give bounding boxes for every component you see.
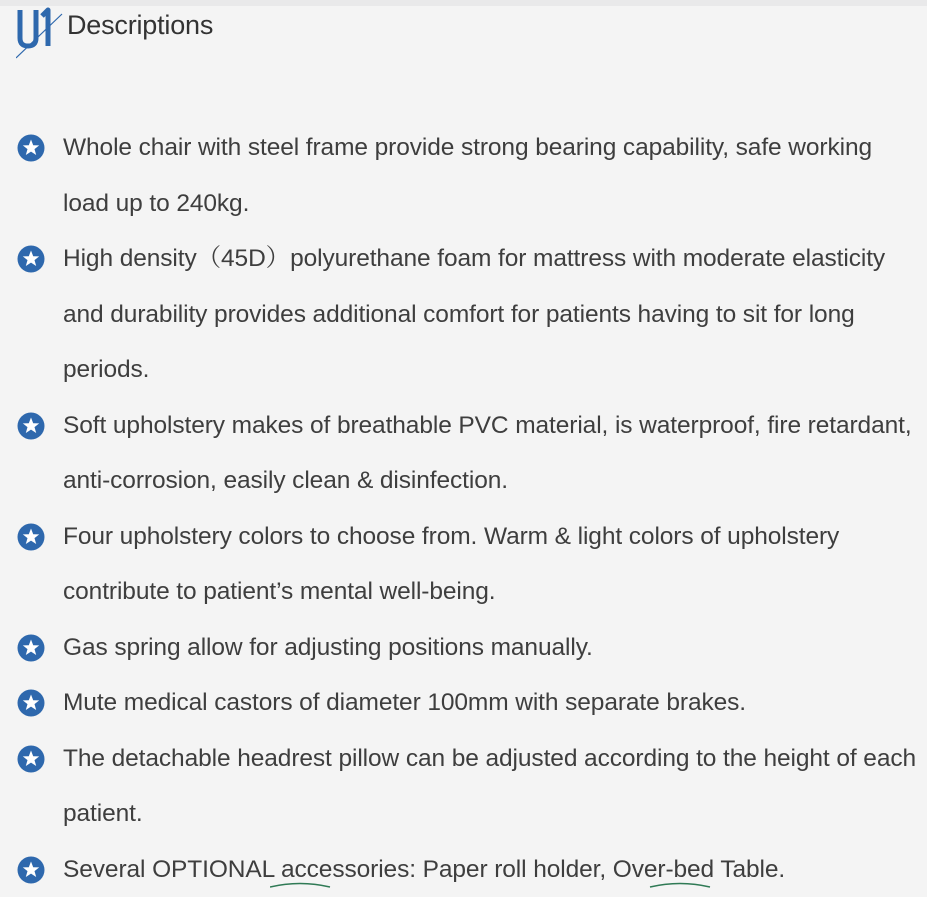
decorative-curve [270,878,730,888]
star-badge-icon [16,411,46,441]
list-item-text: Whole chair with steel frame provide strong bearing capability, safe working load up to 240kg. [63,120,921,231]
description-list [16,120,921,897]
star-badge-icon [16,244,46,274]
list-item [16,675,921,731]
list-item-text: Soft upholstery makes of breathable PVC material, is waterproof, fire retardant, anti-corrosion, easily clean & disinfection. [63,398,921,509]
page-title: Descriptions [67,10,213,41]
list-item [16,620,921,676]
star-badge-icon [16,633,46,663]
list-item-text: Several OPTIONAL accessories: Paper roll holder, Over-bed Table. [63,842,921,897]
list-item-text: High density（45D）polyurethane foam for mattress with moderate elasticity and durability provides additional comfort for patients having to sit for long periods. [63,231,921,398]
list-item [16,842,921,897]
list-item-text: Gas spring allow for adjusting positions manually. [63,620,921,676]
star-badge-icon [16,688,46,718]
list-item-text: The detachable headrest pillow can be adjusted according to the height of each patient. [63,731,921,842]
list-item [16,231,921,398]
list-item-text: Four upholstery colors to choose from. Warm & light colors of upholstery contribute to patient’s mental well-being. [63,509,921,620]
section-header [16,6,416,56]
star-badge-icon [16,522,46,552]
list-item [16,509,921,620]
list-item [16,398,921,509]
star-badge-icon [16,855,46,885]
star-badge-icon [16,133,46,163]
section-number-badge [16,6,72,60]
list-item [16,120,921,231]
list-item-text: Mute medical castors of diameter 100mm with separate brakes. [63,675,921,731]
list-item [16,731,921,842]
star-badge-icon [16,744,46,774]
